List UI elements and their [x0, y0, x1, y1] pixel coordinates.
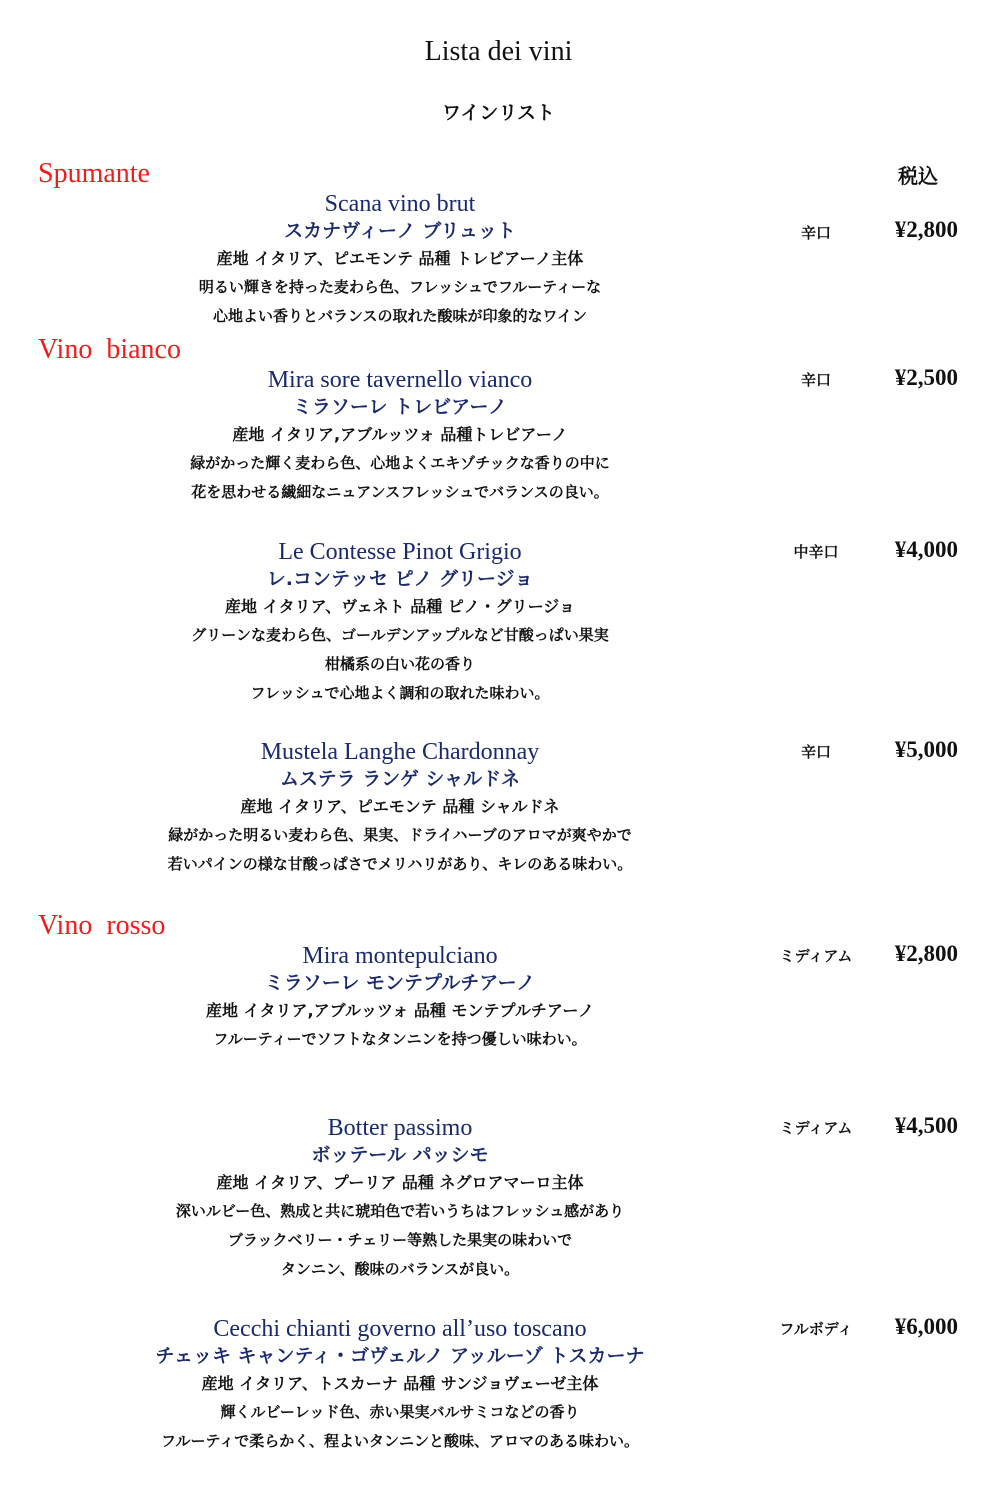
- wine-description: グリーンな麦わら色、ゴールデンアップルなど甘酸っぱい果実: [191, 626, 609, 644]
- wine-name-kana: ミラソーレ モンテプルチアーノ: [264, 972, 536, 994]
- wine-price: ¥2,800: [894, 941, 958, 966]
- wine-origin: 産地 イタリア、プーリア 品種 ネグロアマーロ主体: [216, 1173, 584, 1192]
- wine-name: Cecchi chianti governo all’uso toscano: [213, 1316, 587, 1342]
- wine-origin: 産地 イタリア、ピエモンテ 品種 シャルドネ: [240, 797, 560, 816]
- wine-description: フルーティで柔らかく、程よいタンニンと酸味、アロマのある味わい。: [161, 1432, 639, 1450]
- wine-name: Mustela Langhe Chardonnay: [260, 739, 540, 765]
- wine-price: ¥2,800: [894, 217, 958, 242]
- wine-name: Le Contesse Pinot Grigio: [278, 539, 522, 565]
- wine-name-kana: スカナヴィーノ ブリュット: [284, 220, 516, 242]
- wine-taste: 辛口: [800, 743, 831, 761]
- wine-origin: 産地 イタリア,アブルッツォ 品種 モンテプルチアーノ: [205, 1001, 595, 1020]
- wine-name-kana: ムステラ ランゲ シャルドネ: [280, 768, 520, 790]
- wine-taste: ミディアム: [779, 1119, 853, 1137]
- wine-description: フレッシュで心地よく調和の取れた味わい。: [250, 684, 550, 702]
- wine-entry: [0, 942, 800, 1054]
- page-title: Lista dei vini: [424, 36, 573, 67]
- wine-entry: [0, 738, 800, 879]
- wine-name: Scana vino brut: [324, 191, 476, 217]
- wine-description: 緑がかった輝く麦わら色、心地よくエキゾチックな香りの中に: [190, 454, 610, 472]
- wine-name-kana: ボッテール パッシモ: [311, 1144, 489, 1166]
- section-vino-rosso: Vino rosso: [38, 910, 166, 941]
- section-spumante: Spumante: [38, 158, 150, 189]
- wine-name-kana: レ.コンテッセ ピノ グリージョ: [266, 568, 534, 590]
- wine-taste: 中辛口: [793, 543, 839, 561]
- wine-description: 心地よい香りとバランスの取れた酸味が印象的なワイン: [212, 307, 588, 325]
- wine-entry: [0, 366, 800, 507]
- wine-description: 輝くルビーレッド色、赤い果実バルサミコなどの香り: [220, 1403, 580, 1421]
- wine-name: Mira sore tavernello vianco: [267, 367, 533, 393]
- wine-taste: フルボディ: [779, 1320, 853, 1338]
- wine-description: 若いパインの様な甘酸っぱさでメリハリがあり、キレのある味わい。: [167, 855, 633, 873]
- wine-price: ¥2,500: [894, 365, 958, 390]
- wine-origin: 産地 イタリア、ヴェネト 品種 ピノ・グリージョ: [225, 597, 575, 616]
- wine-name-kana: ミラソーレ トレビアーノ: [292, 396, 508, 418]
- wine-origin: 産地 イタリア,アブルッツォ 品種トレビアーノ: [232, 425, 568, 444]
- wine-price: ¥4,000: [894, 537, 958, 562]
- wine-description: ブラックベリー・チェリー等熟した果実の味わいで: [227, 1231, 573, 1249]
- wine-description: 深いルビー色、熟成と共に琥珀色で若いうちはフレッシュ感があり: [175, 1202, 625, 1220]
- wine-taste: 辛口: [800, 224, 831, 242]
- wine-description: タンニン、酸味のバランスが良い。: [280, 1260, 520, 1278]
- wine-taste: 辛口: [800, 371, 831, 389]
- wine-name: Mira montepulciano: [302, 943, 498, 969]
- wine-name-kana: チェッキ キャンティ・ゴヴェルノ アッルーゾ トスカーナ: [155, 1345, 645, 1367]
- wine-entry: [0, 538, 800, 708]
- wine-description: 花を思わせる繊細なニュアンスフレッシュでバランスの良い。: [191, 483, 609, 501]
- wine-description: フルーティーでソフトなタンニンを持つ優しい味わい。: [213, 1030, 587, 1048]
- wine-description: 柑橘系の白い花の香り: [324, 655, 475, 673]
- page-subtitle: ワインリスト: [441, 102, 556, 124]
- wine-price: ¥5,000: [894, 737, 958, 762]
- wine-origin: 産地 イタリア、ピエモンテ 品種 トレビアーノ主体: [216, 249, 584, 268]
- wine-price: ¥4,500: [894, 1113, 958, 1138]
- wine-origin: 産地 イタリア、トスカーナ 品種 サンジョヴェーゼ主体: [201, 1374, 599, 1393]
- section-vino-bianco: Vino bianco: [38, 334, 181, 365]
- wine-entry: [0, 1114, 800, 1284]
- wine-entry: [0, 1315, 800, 1456]
- tax-included-label: 税込: [898, 164, 938, 188]
- wine-taste: ミディアム: [779, 947, 853, 965]
- wine-entry: [0, 190, 800, 331]
- wine-price: ¥6,000: [894, 1314, 958, 1339]
- wine-description: 緑がかった明るい麦わら色、果実、ドライハーブのアロマが爽やかで: [168, 826, 632, 844]
- wine-name: Botter passimo: [327, 1115, 473, 1141]
- wine-description: 明るい輝きを持った麦わら色、フレッシュでフルーティーな: [198, 278, 602, 296]
